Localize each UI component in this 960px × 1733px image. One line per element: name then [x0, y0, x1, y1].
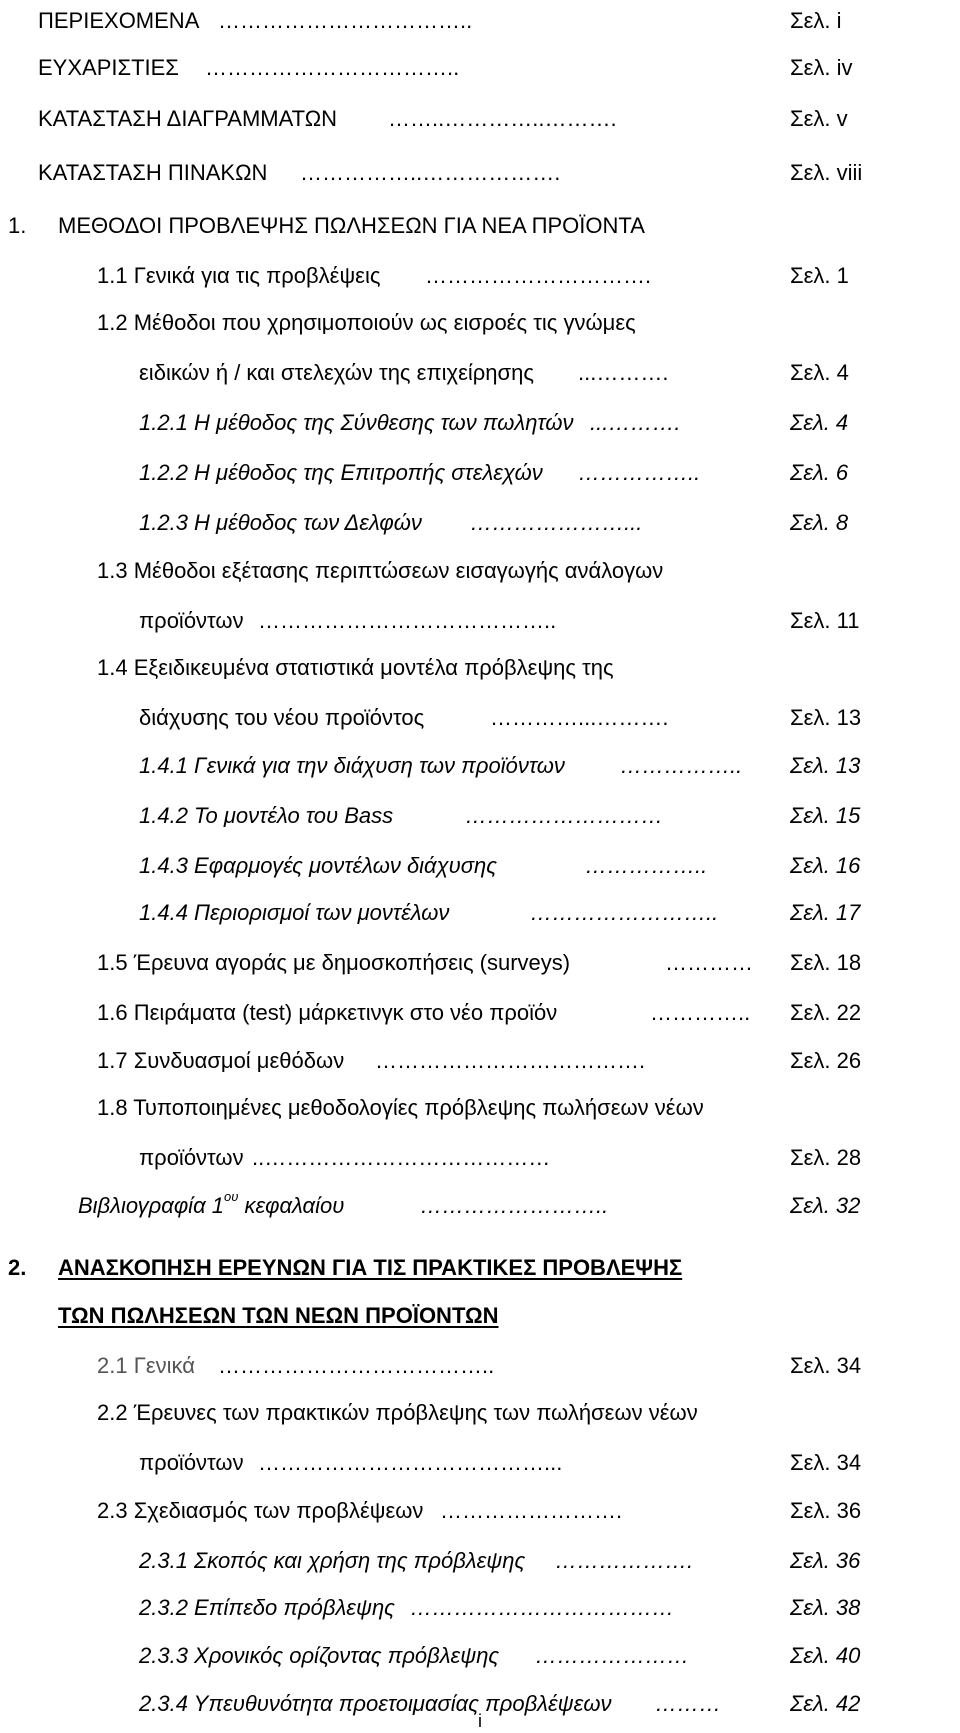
toc-entry-dots: ……………………..: [420, 1193, 609, 1218]
toc-entry: [0, 892, 960, 934]
chapter-title: ΑΝΑΣΚΟΠΗΣΗ ΕΡΕΥΝΩΝ ΓΙΑ ΤΙΣ ΠΡΑΚΤΙΚΕΣ ΠΡΟΒΛΕΨΗΣ: [58, 1255, 683, 1280]
toc-entry-dots: ……………………..: [530, 900, 719, 925]
toc-entry-dots: ……………..: [620, 753, 743, 778]
toc-entry-title: 1.2.1 Η μέθοδος της Σύνθεσης των πωλητών: [139, 410, 574, 435]
toc-entry: [0, 352, 960, 394]
toc-entry-title: 1.7 Συνδυασμοί μεθόδων: [97, 1048, 345, 1073]
toc-entry: [0, 942, 960, 984]
toc-entry-page: Σελ. 17: [790, 900, 861, 925]
toc-entry-page: Σελ. 6: [790, 460, 849, 485]
toc-entry: [0, 697, 960, 739]
toc-entry-title: 1.4.4 Περιορισμοί των μοντέλων: [139, 900, 450, 925]
chapter-title: ΤΩΝ ΠΩΛΗΣΕΩΝ ΤΩΝ ΝΕΩΝ ΠΡΟΪΟΝΤΩΝ: [58, 1303, 499, 1328]
toc-entry-title: ΠΕΡΙΕΧΟΜΕΝΑ: [38, 8, 200, 33]
toc-entry: [0, 1137, 960, 1179]
ordinal-suffix: ου: [223, 1188, 239, 1204]
toc-entry-dots: ………………………: [465, 803, 663, 828]
toc-entry-title: 1.1 Γενικά για τις προβλέψεις: [97, 263, 381, 288]
toc-entry: [0, 47, 960, 89]
toc-entry-dots: …………: [665, 950, 753, 975]
toc-entry: [0, 402, 960, 444]
chapter-heading: [0, 205, 960, 247]
toc-entry-title: [78, 1185, 344, 1227]
toc-entry-page: Σελ. 36: [790, 1548, 861, 1573]
toc-entry: [0, 1635, 960, 1677]
toc-entry-title: 2.2 Έρευνες των πρακτικών πρόβλεψης των πωλήσεων νέων: [97, 1400, 698, 1425]
toc-entry-title: 1.3 Μέθοδοι εξέτασης περιπτώσεων εισαγωγής ανάλογων: [97, 558, 664, 583]
toc-entry-title: 1.5 Έρευνα αγοράς με δημοσκοπήσεις (surveys): [97, 950, 571, 975]
toc-entry-title: 1.4.2 Το μοντέλο του Bass: [139, 803, 394, 828]
bibliography-label: Βιβλιογραφία 1: [78, 1193, 224, 1218]
toc-entry-dots: ………………………………..: [218, 1353, 495, 1378]
toc-entry-dots: …………………….: [440, 1498, 623, 1523]
toc-entry-page: Σελ. 32: [790, 1193, 861, 1218]
toc-entry: [0, 502, 960, 544]
toc-entry: [0, 1442, 960, 1484]
toc-entry: [0, 745, 960, 787]
toc-entry-title: 1.4 Εξειδικευμένα στατιστικά μοντέλα πρόβλεψης της: [97, 655, 614, 680]
toc-entry: [0, 152, 960, 194]
toc-entry-title: προϊόντων: [139, 1145, 244, 1170]
toc-entry: [0, 452, 960, 494]
toc-entry-dots: …………………………………...: [258, 1450, 563, 1475]
toc-entry-dots: …………………...: [470, 510, 643, 535]
toc-entry: [0, 1392, 960, 1434]
toc-entry-dots: ……………..……………….: [300, 160, 561, 185]
toc-entry-title: 1.2.2 Η μέθοδος της Επιτροπής στελεχών: [139, 460, 543, 485]
toc-entry: [0, 795, 960, 837]
toc-entry-title: διάχυσης του νέου προϊόντος: [139, 705, 425, 730]
chapter-heading-continued: [0, 1295, 960, 1337]
chapter-number: 1.: [8, 213, 27, 238]
toc-entry-title: ΚΑΤΑΣΤΑΣΗ ΠΙΝΑΚΩΝ: [38, 160, 268, 185]
toc-entry-page: Σελ. 34: [790, 1450, 862, 1475]
toc-entry: [0, 0, 960, 42]
toc-entry-page: Σελ. 42: [790, 1691, 861, 1716]
toc-entry-title: 2.1 Γενικά: [97, 1353, 195, 1378]
toc-entry-dots: ...……….: [590, 410, 681, 435]
toc-entry-dots: ………………………………: [410, 1595, 674, 1620]
toc-entry-dots: …………..: [650, 1000, 751, 1025]
toc-entry-dots: ……………………………..: [218, 8, 473, 33]
toc-entry-page: Σελ. v: [790, 106, 848, 131]
toc-entry-page: Σελ. 34: [790, 1353, 862, 1378]
toc-entry-dots: ……………..: [585, 853, 708, 878]
toc-entry-page: Σελ. 18: [790, 950, 862, 975]
toc-entry: [0, 845, 960, 887]
toc-entry: [0, 550, 960, 592]
toc-entry-dots: ……………….: [555, 1548, 694, 1573]
toc-entry-title: 1.4.1 Γενικά για την διάχυση των προϊόντων: [139, 753, 565, 778]
toc-entry-page: Σελ. 22: [790, 1000, 862, 1025]
toc-entry: [0, 255, 960, 297]
toc-entry-title: 2.3.3 Χρονικός ορίζοντας πρόβλεψης: [139, 1643, 500, 1668]
toc-entry: [0, 1345, 960, 1387]
toc-entry: [0, 98, 960, 140]
chapter-heading: [0, 1247, 960, 1289]
toc-entry-dots: ..…………………………………: [252, 1145, 551, 1170]
toc-entry-title: προϊόντων: [139, 608, 244, 633]
toc-entry-page: Σελ. 13: [790, 705, 862, 730]
toc-entry-dots: ……………..: [578, 460, 701, 485]
toc-entry-dots: ……………………………….: [375, 1048, 646, 1073]
toc-entry: [0, 302, 960, 344]
toc-entry-page: Σελ. 26: [790, 1048, 862, 1073]
toc-entry-page: Σελ. 1: [790, 263, 849, 288]
toc-entry-page: Σελ. 8: [790, 510, 849, 535]
toc-entry: [0, 1540, 960, 1582]
toc-entry: [0, 1490, 960, 1532]
toc-entry-page: Σελ. 40: [790, 1643, 861, 1668]
toc-entry-title: 2.3 Σχεδιασμός των προβλέψεων: [97, 1498, 424, 1523]
toc-entry-page: Σελ. 28: [790, 1145, 862, 1170]
toc-entry: [0, 647, 960, 689]
toc-entry-page: Σελ. 15: [790, 803, 861, 828]
toc-entry-bibliography: [0, 1185, 960, 1227]
toc-entry-dots: …………………: [535, 1643, 689, 1668]
toc-entry-page: Σελ. 36: [790, 1498, 862, 1523]
toc-entry-title: προϊόντων: [139, 1450, 244, 1475]
toc-entry-page: Σελ. 4: [790, 410, 849, 435]
toc-entry-title: 1.8 Τυποποιημένες μεθοδολογίες πρόβλεψης πωλήσεων νέων: [97, 1095, 704, 1120]
toc-entry-dots: ………………………….: [425, 263, 652, 288]
toc-entry-title: ΕΥΧΑΡΙΣΤΙΕΣ: [38, 55, 179, 80]
bibliography-label-chapter: κεφαλαίου: [238, 1193, 345, 1218]
toc-entry-page: Σελ. 16: [790, 853, 861, 878]
toc-entry-dots: ………: [655, 1691, 721, 1716]
chapter-title: ΜΕΘΟΔΟΙ ΠΡΟΒΛΕΨΗΣ ΠΩΛΗΣΕΩΝ ΓΙΑ ΝΕΑ ΠΡΟΪΟΝΤΑ: [58, 213, 645, 238]
toc-entry-title: 1.2.3 Η μέθοδος των Δελφών: [139, 510, 422, 535]
toc-entry-page: Σελ. 4: [790, 360, 849, 385]
toc-entry-dots: ……………………………..: [205, 55, 460, 80]
toc-entry-dots: ……..…………..……….: [388, 106, 617, 131]
toc-entry-title: ΚΑΤΑΣΤΑΣΗ ΔΙΑΓΡΑΜΜΑΤΩΝ: [38, 106, 338, 131]
toc-entry-page: Σελ. iv: [790, 55, 853, 80]
toc-entry-title: 1.6 Πειράματα (test) μάρκετινγκ στο νέο προϊόν: [97, 1000, 558, 1025]
toc-entry: [0, 1087, 960, 1129]
toc-entry-title: 1.2 Μέθοδοι που χρησιμοποιούν ως εισροές τις γνώμες: [97, 310, 636, 335]
toc-entry-title: 2.3.1 Σκοπός και χρήση της πρόβλεψης: [139, 1548, 526, 1573]
toc-entry-page: Σελ. 38: [790, 1595, 861, 1620]
toc-entry-title: ειδικών ή / και στελεχών της επιχείρησης: [139, 360, 534, 385]
chapter-number: 2.: [8, 1255, 27, 1280]
toc-entry: [0, 600, 960, 642]
toc-entry-title: 1.4.3 Εφαρμογές μοντέλων διάχυσης: [139, 853, 497, 878]
toc-entry: [0, 992, 960, 1034]
toc-entry-page: Σελ. i: [790, 8, 842, 33]
toc-entry-title: 2.3.2 Επίπεδο πρόβλεψης: [139, 1595, 395, 1620]
toc-entry-title: 2.3.4 Υπευθυνότητα προετοιμασίας προβλέψεων: [139, 1691, 612, 1716]
toc-entry: [0, 1040, 960, 1082]
toc-entry: [0, 1587, 960, 1629]
toc-entry-dots: …………………………………..: [258, 608, 557, 633]
toc-entry-page: Σελ. viii: [790, 160, 863, 185]
toc-entry-page: Σελ. 13: [790, 753, 861, 778]
toc-entry-dots: …………...……….: [490, 705, 669, 730]
toc-entry-dots: ...……….: [578, 360, 669, 385]
page-number: i: [478, 1711, 482, 1731]
toc-entry-page: Σελ. 11: [790, 608, 860, 633]
